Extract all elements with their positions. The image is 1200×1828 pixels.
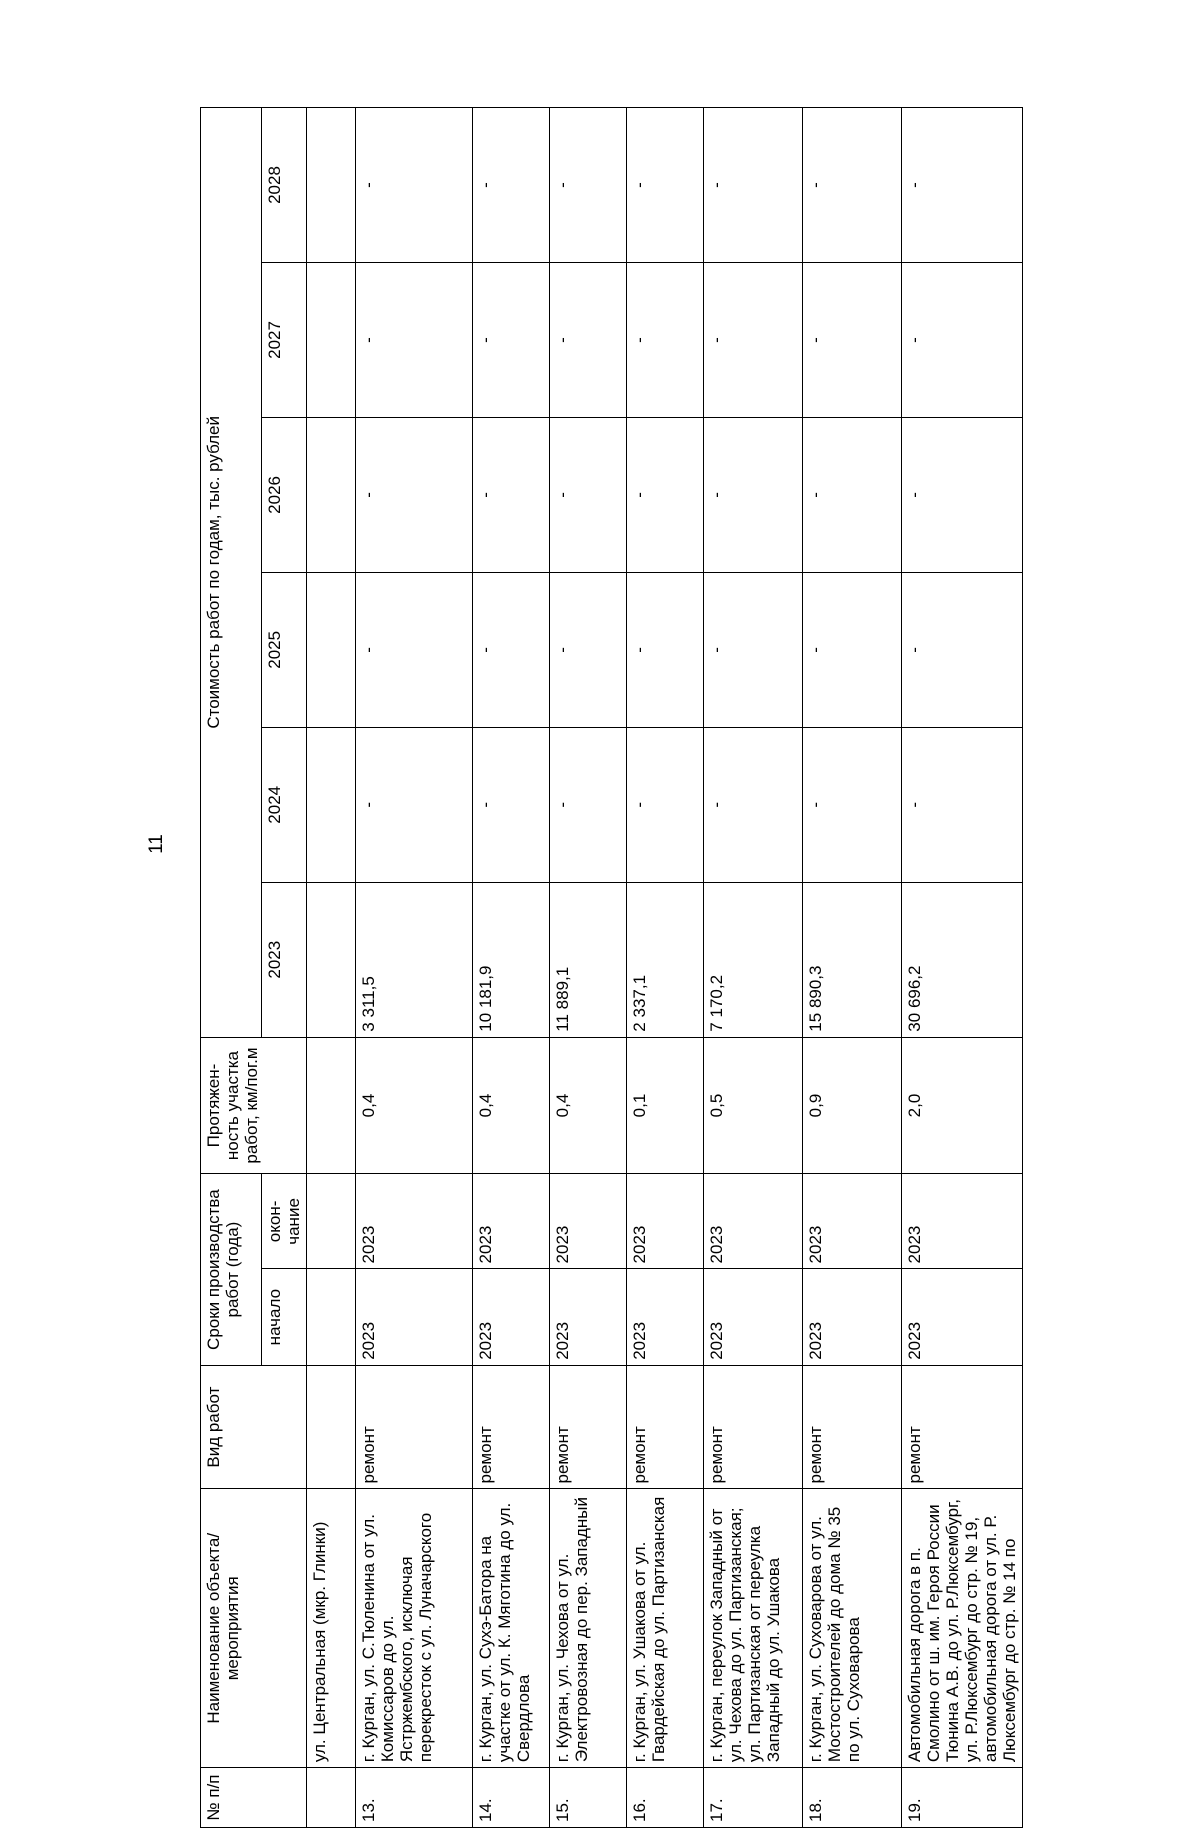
cell-cost-2027: -: [902, 263, 1023, 418]
cell-cost-2024: -: [627, 727, 704, 882]
cell-name: г. Курган, ул. Чехова от ул. Электровозная до пер. Западный: [550, 1489, 627, 1768]
cell-name: г. Курган, переулок Западный от ул. Чехова до ул. Партизанская; ул. Партизанская от переулка Западный до ул. Ушакова: [704, 1489, 803, 1768]
cell-cost-2026: -: [627, 417, 704, 572]
cell-end: 2023: [473, 1174, 550, 1269]
header-year-2027: 2027: [262, 263, 307, 418]
cell-cost-2026: -: [356, 417, 473, 572]
cell-cost-2027: -: [803, 263, 902, 418]
cell-cost-2027: -: [473, 263, 550, 418]
cell-cost-2023: 2 337,1: [627, 882, 704, 1037]
cell-num: 17.: [704, 1768, 803, 1828]
cell-num: 15.: [550, 1768, 627, 1828]
table-row: [473, 108, 550, 1828]
header-year-2024: 2024: [262, 727, 307, 882]
cell-start: 2023: [627, 1269, 704, 1365]
cell-cost-2023: 11 889,1: [550, 882, 627, 1037]
cell-cost-2025: -: [356, 572, 473, 727]
header-terms: Сроки производства работ (года): [201, 1174, 262, 1365]
cell-num: 14.: [473, 1768, 550, 1828]
header-length: Протяжен-ность участка работ, км/пог.м: [201, 1037, 307, 1174]
header-start: начало: [262, 1269, 307, 1365]
page-number: 11: [146, 834, 167, 854]
cell-cost-2028: -: [473, 108, 550, 263]
cell-end: 2023: [627, 1174, 704, 1269]
cell-name: г. Курган, ул. Сухэ-Батора на участке от ул. К. Мяготина до ул. Свердлова: [473, 1489, 550, 1768]
cell-type: ремонт: [803, 1365, 902, 1489]
header-year-2028: 2028: [262, 108, 307, 263]
cell-cost-2028: -: [356, 108, 473, 263]
cell-cost: [307, 108, 356, 263]
cell-cost-2025: -: [803, 572, 902, 727]
cell-end: 2023: [902, 1174, 1023, 1269]
cell-cost-2028: -: [803, 108, 902, 263]
cell-length: 0,5: [704, 1037, 803, 1174]
cell-cost-2025: -: [902, 572, 1023, 727]
cell-cost-2025: -: [627, 572, 704, 727]
table-row: [803, 108, 902, 1828]
cell-start: [307, 1269, 356, 1365]
cell-cost-2026: -: [803, 417, 902, 572]
header-year-2025: 2025: [262, 572, 307, 727]
cell-cost-2028: -: [704, 108, 803, 263]
cell-end: 2023: [550, 1174, 627, 1269]
cell-start: 2023: [473, 1269, 550, 1365]
cell-length: 0,1: [627, 1037, 704, 1174]
cell-cost-2025: -: [550, 572, 627, 727]
cell-length: 2,0: [902, 1037, 1023, 1174]
header-year-2026: 2026: [262, 417, 307, 572]
cell-cost-2027: -: [550, 263, 627, 418]
cell-cost-2025: -: [704, 572, 803, 727]
cell-num: 13.: [356, 1768, 473, 1828]
cell-end: 2023: [803, 1174, 902, 1269]
header-end: окон-чание: [262, 1174, 307, 1269]
cell-cost: [307, 417, 356, 572]
cell-cost-2028: -: [627, 108, 704, 263]
table-body: [307, 108, 1023, 1828]
cell-cost-2023: 10 181,9: [473, 882, 550, 1037]
cell-name: г. Курган, ул. Суховарова от ул. Мостостроителей до дома № 35 по ул. Суховарова: [803, 1489, 902, 1768]
table-row: [356, 108, 473, 1828]
cell-start: 2023: [550, 1269, 627, 1365]
cell-length: 0,4: [356, 1037, 473, 1174]
header-name: Наименование объекта/ мероприятия: [201, 1489, 307, 1768]
cell-type: [307, 1365, 356, 1489]
cell-length: [307, 1037, 356, 1174]
cell-cost-2024: -: [550, 727, 627, 882]
cell-cost-2026: -: [902, 417, 1023, 572]
cell-cost: [307, 263, 356, 418]
table-row: [902, 108, 1023, 1828]
cell-cost: [307, 572, 356, 727]
cell-num: 19.: [902, 1768, 1023, 1828]
cell-type: ремонт: [704, 1365, 803, 1489]
cell-cost-2023: 30 696,2: [902, 882, 1023, 1037]
cell-num: 16.: [627, 1768, 704, 1828]
cell-cost-2027: -: [627, 263, 704, 418]
cell-cost-2026: -: [704, 417, 803, 572]
cell-cost-2028: -: [550, 108, 627, 263]
cell-num: 18.: [803, 1768, 902, 1828]
cell-name: г. Курган, ул. Ушакова от ул. Гвардейская до ул. Партизанская: [627, 1489, 704, 1768]
cell-start: 2023: [704, 1269, 803, 1365]
cell-cost-2023: 15 890,3: [803, 882, 902, 1037]
cell-start: 2023: [356, 1269, 473, 1365]
cell-cost-2024: -: [356, 727, 473, 882]
cell-end: 2023: [356, 1174, 473, 1269]
cell-cost-2027: -: [356, 263, 473, 418]
cell-start: 2023: [902, 1269, 1023, 1365]
table-row-continuation: [307, 108, 356, 1828]
cell-cost-2023: 7 170,2: [704, 882, 803, 1037]
cell-end: 2023: [704, 1174, 803, 1269]
cell-name: ул. Центральная (мкр. Глинки): [307, 1489, 356, 1768]
table-row: [627, 108, 704, 1828]
cell-length: 0,4: [473, 1037, 550, 1174]
cell-type: ремонт: [356, 1365, 473, 1489]
header-num: № п/п: [201, 1768, 307, 1828]
road-works-table: [200, 107, 1023, 1828]
cell-num: [307, 1768, 356, 1828]
cell-cost-2026: -: [550, 417, 627, 572]
cell-type: ремонт: [627, 1365, 704, 1489]
rotated-table-container: [200, 107, 1122, 1828]
header-year-2023: 2023: [262, 882, 307, 1037]
cell-cost: [307, 727, 356, 882]
cell-type: ремонт: [550, 1365, 627, 1489]
header-cost: Стоимость работ по годам, тыс. рублей: [201, 108, 262, 1038]
cell-cost-2027: -: [704, 263, 803, 418]
cell-start: 2023: [803, 1269, 902, 1365]
cell-end: [307, 1174, 356, 1269]
cell-cost-2024: -: [902, 727, 1023, 882]
cell-name: г. Курган, ул. С.Тюленина от ул. Комиссаров до ул. Ястржембского, исключая перекресток с ул. Луначарского: [356, 1489, 473, 1768]
cell-cost-2028: -: [902, 108, 1023, 263]
cell-cost-2024: -: [473, 727, 550, 882]
cell-length: 0,4: [550, 1037, 627, 1174]
cell-name: Автомобильная дорога в п. Смолино от ш. им. Героя России Тюнина А.В. до ул. Р.Люксембург, ул. Р.Люксембург до стр. № 19, автомобильная дорога от ул. Р. Люксембург до стр. № 14 по: [902, 1489, 1023, 1768]
header-type: Вид работ: [201, 1365, 307, 1489]
cell-cost-2023: 3 311,5: [356, 882, 473, 1037]
cell-cost: [307, 882, 356, 1037]
cell-type: ремонт: [473, 1365, 550, 1489]
cell-cost-2026: -: [473, 417, 550, 572]
cell-type: ремонт: [902, 1365, 1023, 1489]
cell-length: 0,9: [803, 1037, 902, 1174]
cell-cost-2024: -: [704, 727, 803, 882]
table-row: [704, 108, 803, 1828]
cell-cost-2024: -: [803, 727, 902, 882]
cell-cost-2025: -: [473, 572, 550, 727]
table-row: [550, 108, 627, 1828]
